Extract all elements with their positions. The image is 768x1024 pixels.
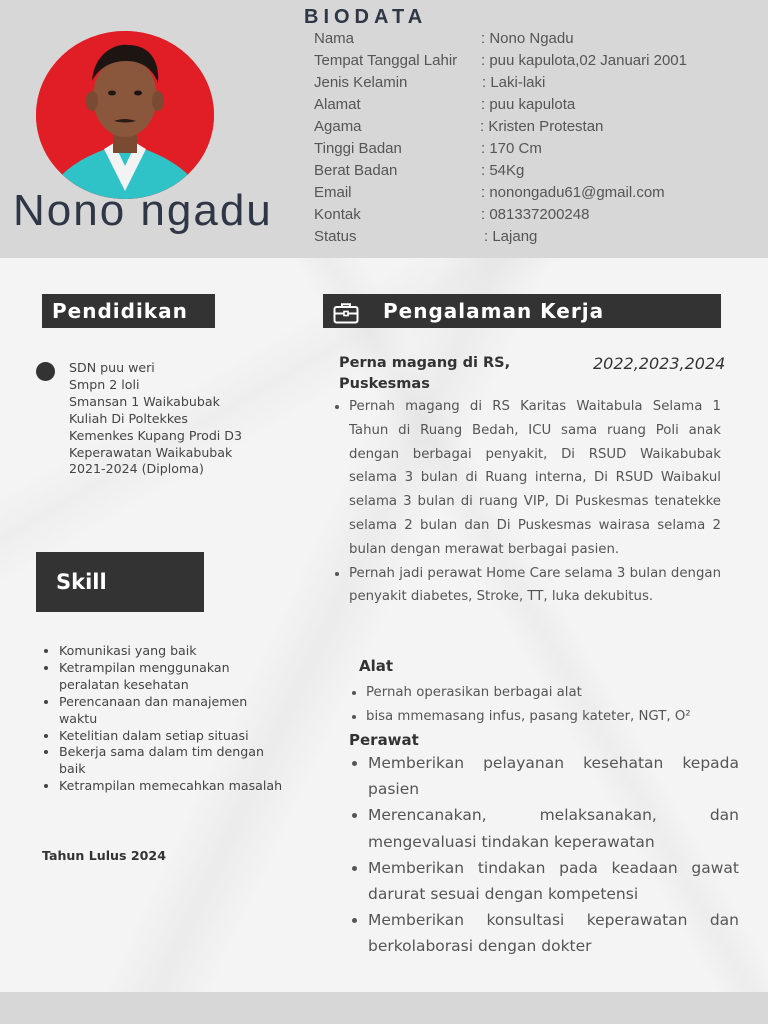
experience-item: • Pernah magang di RS Karitas Waitabula Selama 1 Tahun di Ruang Bedah, ICU sama ruang Poli anak dengan berbagai penyakit, Di RSUD Waikabubak selama 3 bulan di Ruang interna, Di RSUD Waibakul selama 3 bulan di ruang VIP, Di Puskesmas tenatekke selama 2 bulan dan Di Puskesmas wairasa selama 2 bulan dengan merawat berbagai pasien. [349,395,721,562]
profile-photo [36,31,214,199]
biodata-value: : puu kapulota,02 Januari 2001 [481,52,687,69]
perawat-item: • Merencanakan, melaksanakan, dan mengevaluasi tindakan keperawatan [368,802,739,854]
footer-band [0,992,768,1024]
biodata-row [314,96,576,118]
briefcase-icon [333,300,359,334]
biodata-row [314,140,542,162]
alat-item: • Pernah operasikan berbagai alat [366,681,746,705]
skill-heading: Skill [36,552,204,612]
pendidikan-heading: Pendidikan [42,294,215,328]
perawat-list [348,750,739,960]
education-line: Smpn 2 loli [69,376,140,392]
bullet-dot-icon [36,362,55,381]
biodata-row [314,74,546,96]
biodata-row [314,30,574,52]
perawat-item: • Memberikan pelayanan kesehatan kepada pasien [368,750,739,802]
alat-list [348,681,746,729]
perawat-item: • Memberikan konsultasi keperawatan dan berkolaborasi dengan dokter [368,907,739,959]
skill-item: • Ketelitian dalam setiap situasi [59,728,289,745]
experience-list [330,395,721,609]
biodata-label: Agama [314,118,362,135]
biodata-row [314,184,665,206]
skill-item: • Komunikasi yang baik [59,643,289,660]
skill-item: • Perencanaan dan manajemen waktu [59,694,289,728]
pengalaman-kerja-title: Pengalaman Kerja [383,299,605,323]
job-title: Perna magang di RS, Puskesmas [339,355,511,392]
experience-item: • Pernah jadi perawat Home Care selama 3 bulan dengan penyakit diabetes, Stroke, TT, luka dekubitus. [349,562,721,610]
biodata-label: Email [314,184,352,201]
biodata-label: Status [314,228,357,245]
biodata-label: Tempat Tanggal Lahir [314,52,458,69]
education-line: SDN puu weri [69,360,155,375]
biodata-value: : puu kapulota [481,96,576,113]
biodata-row [314,52,687,74]
biodata-value: : Lajang [484,228,538,245]
education-line: Smansan 1 Waikabubak [69,393,220,409]
biodata-label: Berat Badan [314,162,398,179]
person-name: Nono ngadu [13,186,273,235]
biodata-title: BIODATA [304,6,428,28]
biodata-row [314,206,590,228]
skill-item: • Bekerja sama dalam tim dengan baik [59,744,289,778]
biodata-label: Jenis Kelamin [314,74,408,91]
skill-item: • Ketrampilan memecahkan masalah [59,778,289,795]
biodata-value: : 081337200248 [481,206,590,223]
pengalaman-kerja-heading [323,294,721,328]
education-line: Kemenkes Kupang Prodi D3 [69,427,243,443]
biodata-value: : Laki-laki [482,74,546,91]
perawat-item: • Memberikan tindakan pada keadaan gawat darurat sesuai dengan kompetensi [368,855,739,907]
biodata-row [314,118,604,140]
biodata-row [314,228,538,250]
biodata-value: : Nono Ngadu [481,30,574,47]
education-line: Kuliah Di Poltekkes [69,410,188,426]
skill-item: • Ketrampilan menggunakan peralatan kesehatan [59,660,289,694]
biodata-value: : Kristen Protestan [480,118,604,135]
education-list [69,360,279,478]
biodata-label: Tinggi Badan [314,140,402,157]
education-line: 2021-2024 (Diploma) [69,461,204,477]
biodata-value: : 170 Cm [481,140,542,157]
graduation-year: Tahun Lulus 2024 [42,848,166,863]
alat-heading: Alat [359,657,394,675]
biodata-row [314,162,525,184]
biodata-label: Alamat [314,96,361,113]
education-line: Keperawatan Waikabubak [69,444,233,460]
skill-list [42,643,289,795]
perawat-heading: Perawat [349,731,419,749]
biodata-value: : 54Kg [481,162,525,179]
biodata-label: Kontak [314,206,361,223]
alat-item: • bisa mmemasang infus, pasang kateter, NGT, O² [366,705,746,729]
job-years: 2022,2023,2024 [593,354,726,373]
biodata-value: : nonongadu61@gmail.com [481,184,665,201]
biodata-label: Nama [314,30,355,47]
